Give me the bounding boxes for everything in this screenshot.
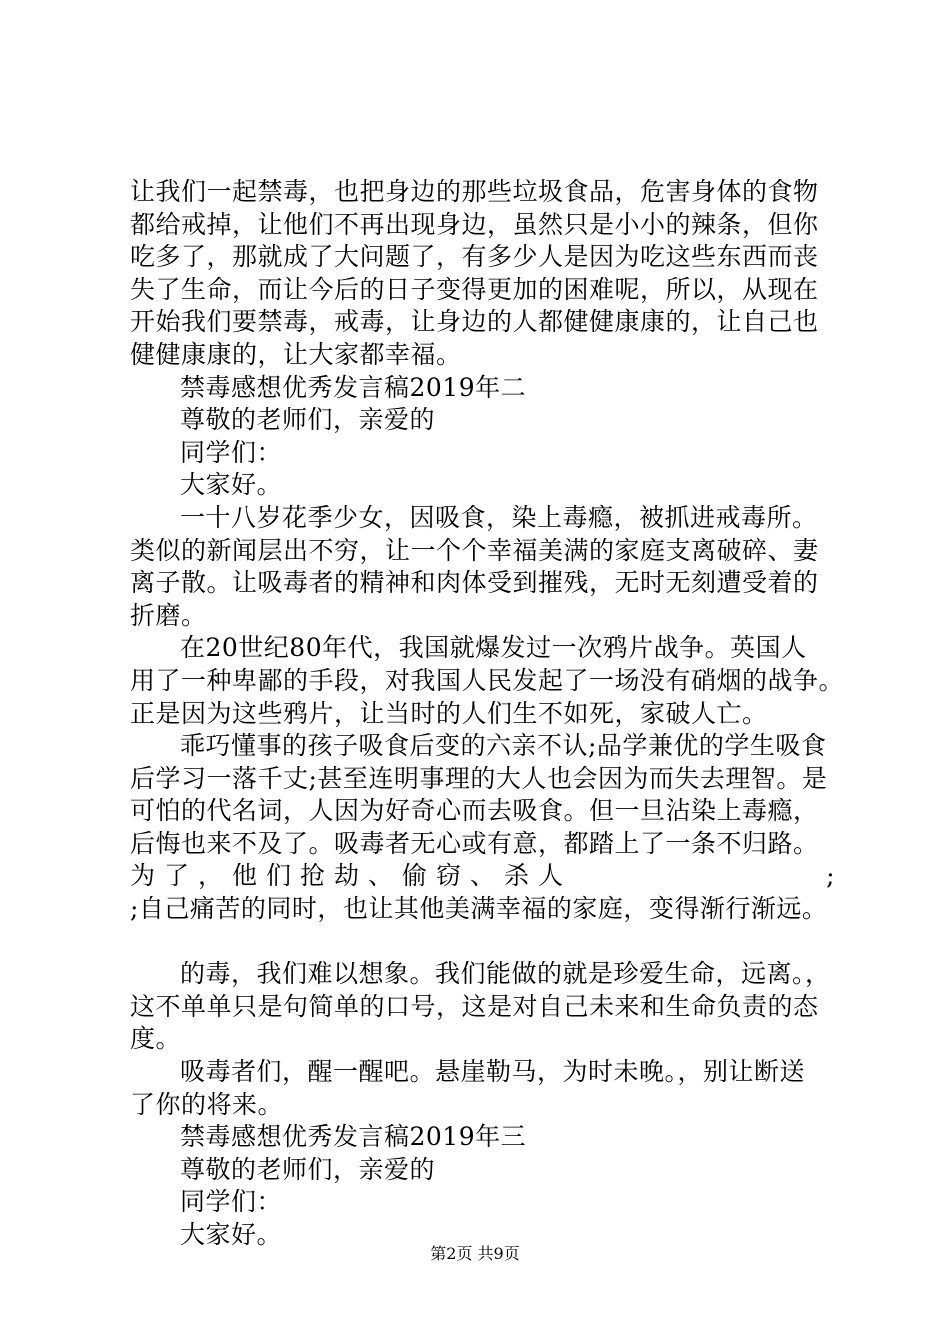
text-line: 离子散。让吸毒者的精神和肉体受到摧残，无时无刻遭受着的 [130,568,819,598]
text-line: 后悔也来不及了。吸毒者无心或有意，都踏上了一条不归路。 [130,828,819,858]
greeting-line: 大家好。 [180,470,283,500]
text-line: 后学习一落千丈;甚至连明事理的大人也会因为而失去理智。是 [130,763,828,793]
text-line: 在20世纪80年代，我国就爆发过一次鸦片战争。英国人 [180,633,807,663]
text-line: 乖巧懂事的孩子吸食后变的六亲不认;品学兼优的学生吸食 [180,731,827,761]
section-heading: 禁毒感想优秀发言稿2019年三 [180,1122,527,1152]
text-line: 吃多了，那就成了大问题了，有多少人是因为吃这些东西而丧 [130,242,819,272]
text-line-left: 为了，他们抢劫、偷窃、杀人 [130,861,573,891]
text-line: 用了一种卑鄙的手段，对我国人民发起了一场没有硝烟的战争。 [130,665,845,695]
text-line: 失了生命，而让今后的日子变得更加的困难呢，所以，从现在 [130,274,819,304]
text-line: 了你的将来。 [130,1089,284,1119]
blank-line [130,926,835,959]
text-line: ;自己痛苦的同时，也让其他美满幸福的家庭，变得渐行渐远。 [130,894,828,924]
page-number: 第2页 共9页 [430,1244,520,1263]
text-line: 可怕的代名词，人因为好奇心而去吸食。但一旦沾染上毒瘾， [130,796,819,826]
text-line: 吸毒者们，醒一醒吧。悬崖勒马，为时未晚。，别让断送 [180,1057,806,1087]
text-line: 的毒，我们难以想象。我们能做的就是珍爱生命，远离。， [180,959,831,989]
text-line: 类似的新闻层出不穷，让一个个幸福美满的家庭支离破碎、妻 [130,535,819,565]
document-body [130,176,845,1252]
text-line: 开始我们要禁毒，戒毒，让身边的人都健健康康的，让自己也 [130,307,819,337]
text-line: 健健康康的，让大家都幸福。 [130,339,462,369]
salutation-line: 同学们： [180,437,283,467]
text-line: 一十八岁花季少女，因吸食，染上毒瘾，被抓进戒毒所。 [180,502,818,532]
salutation-line: 尊敬的老师们，亲爱的 [180,1154,436,1184]
text-line: 都给戒掉，让他们不再出现身边，虽然只是小小的辣条，但你 [130,209,819,239]
text-line: 正是因为这些鸦片，让当时的人们生不如死，家破人亡。 [130,698,768,728]
text-line: 让我们一起禁毒，也把身边的那些垃圾食品，危害身体的食物 [130,177,819,206]
page-footer [0,1244,950,1264]
salutation-line: 同学们： [180,1187,283,1217]
greeting-line: 大家好。 [180,1220,283,1249]
text-line: 这不单单只是句简单的口号，这是对自己未来和生命负责的态 [130,991,819,1021]
text-line: 折磨。 [130,600,207,630]
salutation-line: 尊敬的老师们，亲爱的 [180,405,436,435]
text-line [130,860,835,893]
section-heading: 禁毒感想优秀发言稿2019年二 [180,372,527,402]
text-line: 度。 [130,1024,182,1054]
text-line-right: ; [826,861,835,891]
